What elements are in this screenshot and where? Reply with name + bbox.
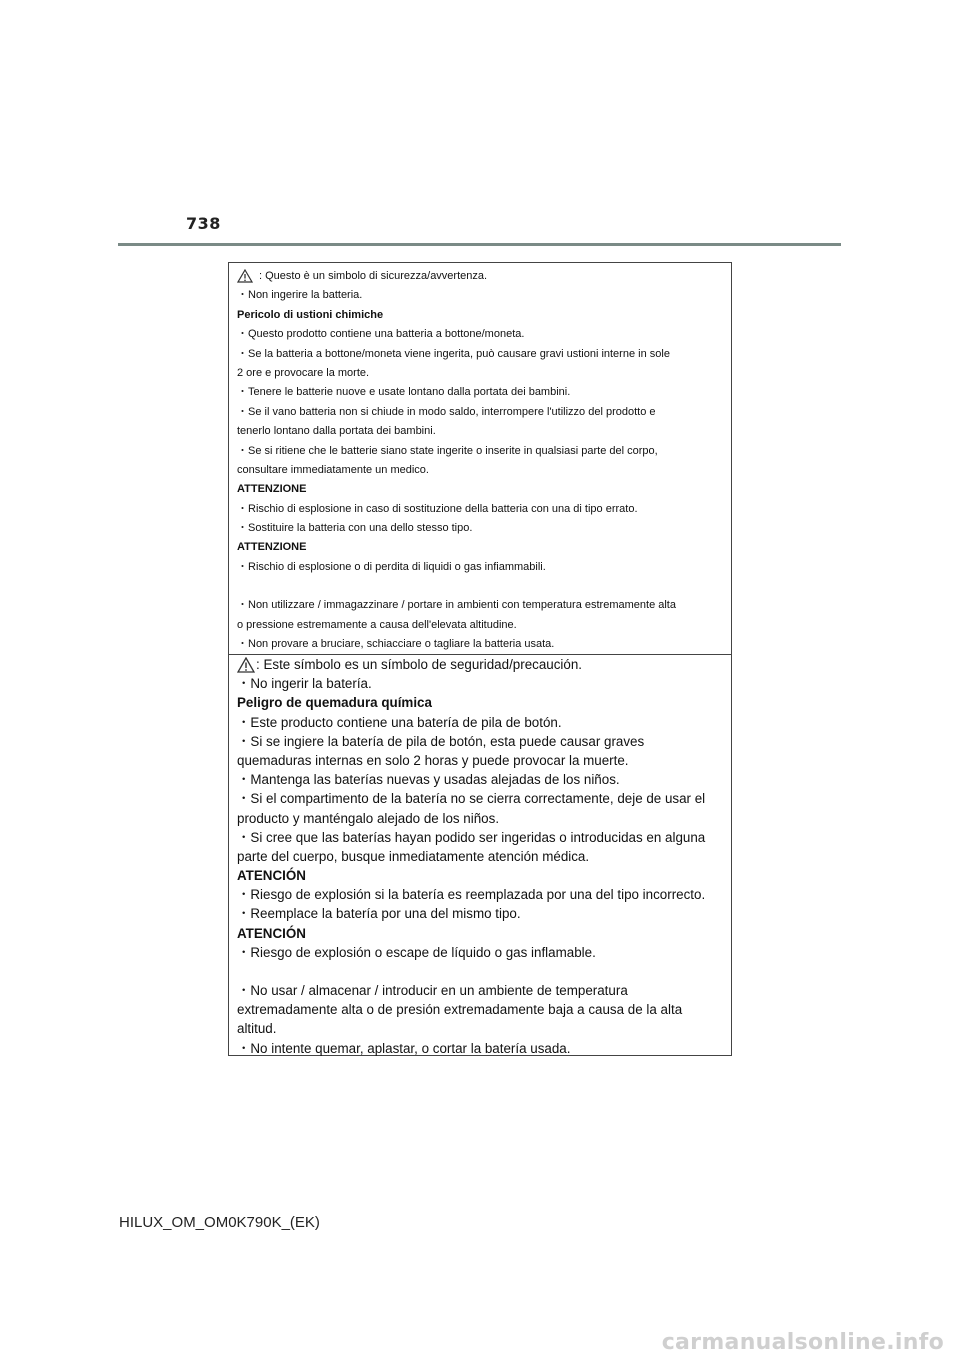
- text-line: ・Si se ingiere la batería de pila de botón, esta puede causar graves: [237, 733, 645, 749]
- section-heading: ATENCIÓN: [237, 868, 306, 884]
- text-line: ・Non utilizzare / immagazzinare / portare in ambienti con temperatura estremamente alta: [237, 599, 676, 612]
- section-heading: ATTENZIONE: [237, 541, 307, 554]
- text-line: ・Rischio di esplosione o di perdita di liquidi o gas infiammabili.: [237, 560, 546, 573]
- text-line: ・Riesgo de explosión si la batería es reemplazada por una del tipo incorrecto.: [237, 887, 706, 903]
- text-line: producto y manténgalo alejado de los niños.: [237, 810, 500, 826]
- text-line: ・Si el compartimento de la batería no se cierra correctamente, deje de usar el: [237, 791, 706, 807]
- text-line: consultare immediatamente un medico.: [237, 463, 429, 476]
- text-line: ・No intente quemar, aplastar, o cortar la batería usada.: [237, 1040, 571, 1056]
- section-heading: ATTENZIONE: [237, 483, 307, 496]
- text-line: ・Reemplace la batería por una del mismo tipo.: [237, 906, 521, 922]
- text-line: ・Este producto contiene una batería de pila de botón.: [237, 714, 562, 730]
- text-line: tenerlo lontano dalla portata dei bambini.: [237, 425, 436, 438]
- text-line: ・Mantenga las baterías nuevas y usadas alejadas de los niños.: [237, 772, 620, 788]
- symbol-note-line: [237, 655, 723, 674]
- document-code: HILUX_OM_OM0K790K_(EK): [119, 1214, 320, 1231]
- section-heading: Peligro de quemadura química: [237, 695, 432, 711]
- symbol-note-line: [237, 267, 723, 286]
- text-line: parte del cuerpo, busque inmediatamente atención médica.: [237, 848, 590, 864]
- text-line: ・Se il vano batteria non si chiude in modo saldo, interrompere l'utilizzo del prodotto e: [237, 405, 656, 418]
- label-section-italian: [229, 267, 731, 654]
- text-line: ・Sostituire la batteria con una dello stesso tipo.: [237, 522, 473, 535]
- text-line: ・Rischio di esplosione in caso di sostituzione della batteria con una di tipo errato.: [237, 502, 638, 515]
- text-line: extremadamente alta o de presión extremadamente baja a causa de la alta: [237, 1002, 683, 1018]
- symbol-note-text: : Questo è un simbolo di sicurezza/avvertenza.: [259, 270, 488, 282]
- section-heading: ATENCIÓN: [237, 925, 306, 941]
- text-line: ・Riesgo de explosión o escape de líquido o gas inflamable.: [237, 944, 596, 960]
- spacer: [237, 577, 723, 596]
- text-line: ・No usar / almacenar / introducir en un ambiente de temperatura: [237, 983, 628, 998]
- warning-triangle-icon: [237, 657, 255, 673]
- text-line: ・No ingerir la batería.: [237, 676, 372, 692]
- text-line: 2 ore e provocare la morte.: [237, 366, 370, 379]
- text-line: ・Si cree que las baterías hayan podido ser ingeridas o introducidas en alguna: [237, 829, 706, 845]
- text-line: o pressione estremamente a causa dell'elevata altitudine.: [237, 618, 517, 631]
- header-rule: [118, 243, 841, 246]
- text-line: ・Se la batteria a bottone/moneta viene ingerita, può causare gravi ustioni interne in sole: [237, 347, 670, 360]
- spacer: [237, 962, 723, 981]
- watermark: carmanualsonline.info: [661, 1330, 944, 1355]
- text-line: ・Non ingerire la batteria.: [237, 289, 363, 302]
- warning-triangle-icon: [237, 269, 253, 283]
- text-line: ・Tenere le batterie nuove e usate lontano dalla portata dei bambini.: [237, 386, 571, 399]
- text-line: quemaduras internas en solo 2 horas y puede provocar la muerte.: [237, 752, 629, 768]
- text-line: ・Se si ritiene che le batterie siano state ingerite o inserite in qualsiasi parte del corpo,: [237, 444, 658, 457]
- page-number: 738: [186, 214, 221, 233]
- battery-warning-label: [228, 262, 732, 1056]
- section-heading: Pericolo di ustioni chimiche: [237, 308, 384, 321]
- text-line: ・Questo prodotto contiene una batteria a bottone/moneta.: [237, 328, 525, 341]
- text-line: ・Non provare a bruciare, schiacciare o tagliare la batteria usata.: [237, 638, 555, 651]
- symbol-note-text: : Este símbolo es un símbolo de seguridad/precaución.: [256, 657, 583, 672]
- label-section-spanish: [229, 654, 731, 1056]
- text-line: altitud.: [237, 1021, 277, 1037]
